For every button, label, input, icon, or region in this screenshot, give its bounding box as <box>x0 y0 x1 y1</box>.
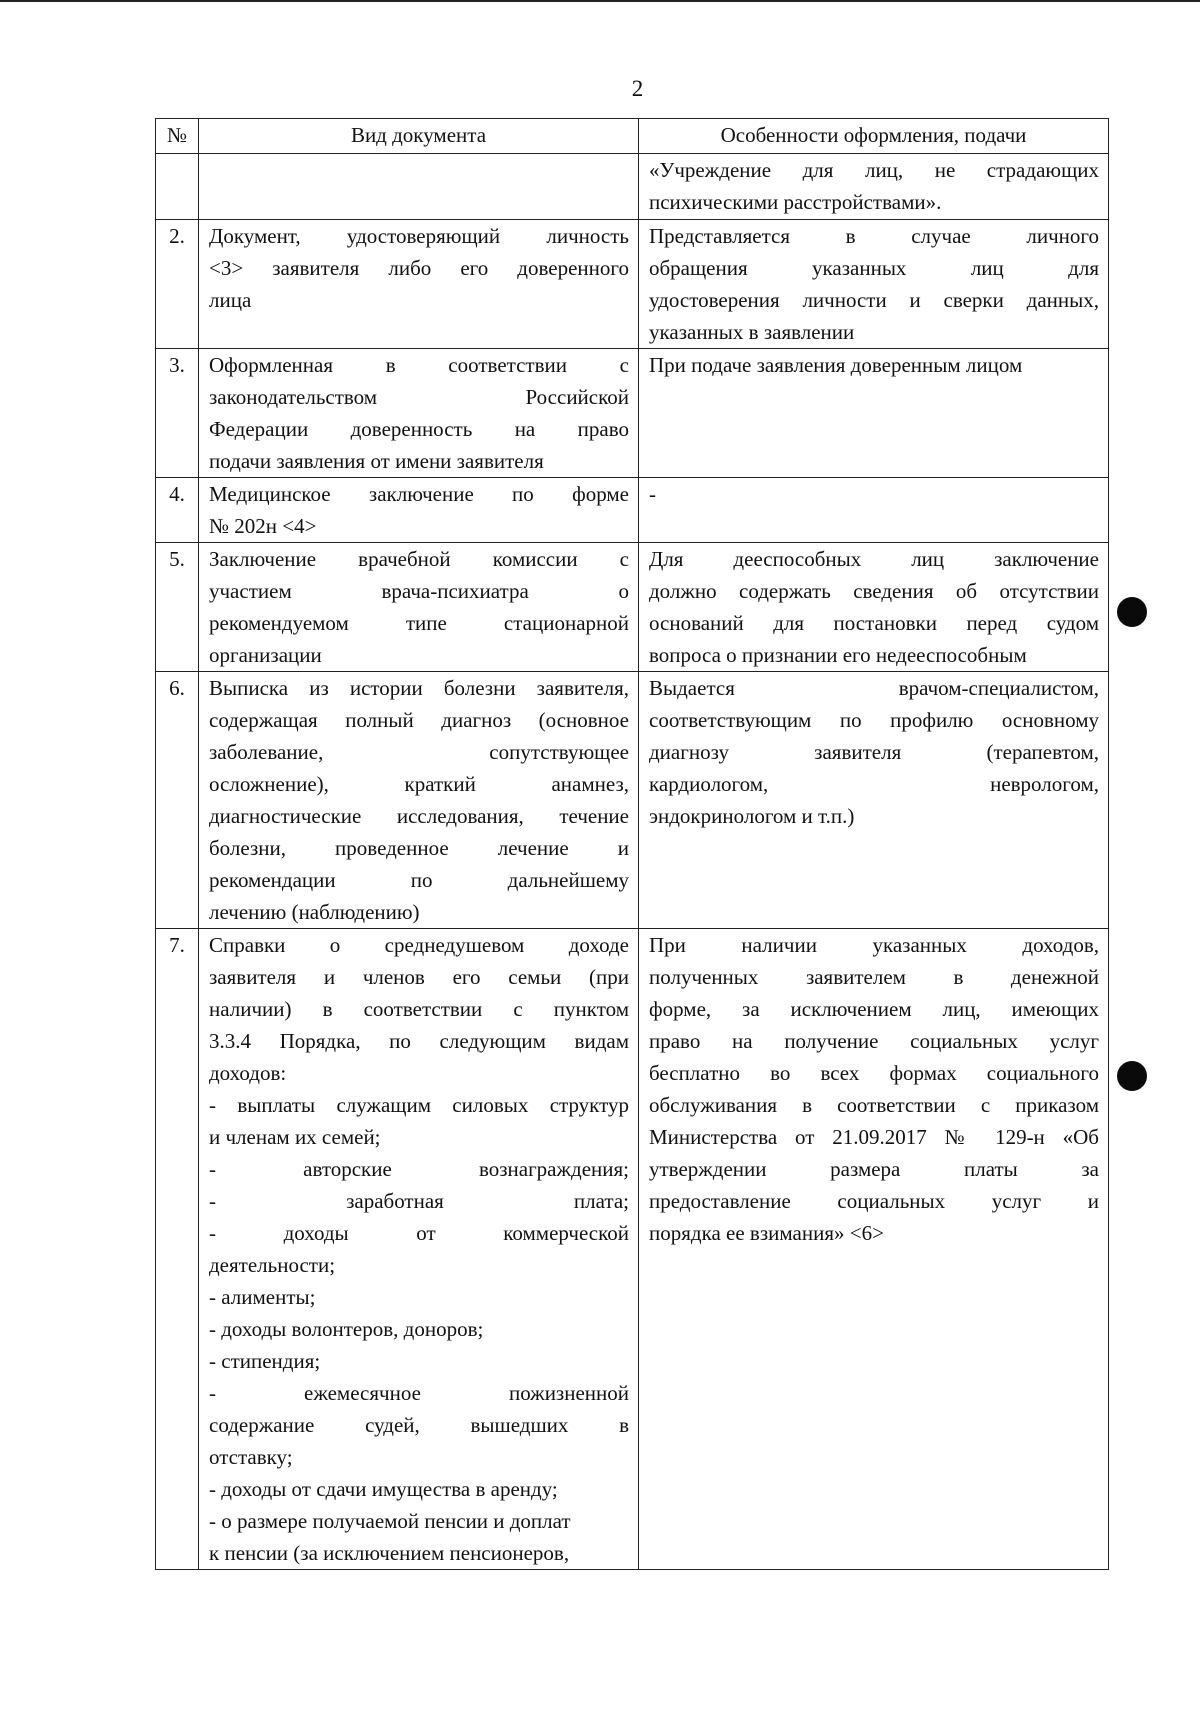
document-type-line: лица <box>209 288 252 312</box>
submission-notes-cell <box>639 672 1109 929</box>
table-header-row <box>156 119 1109 154</box>
submission-notes-line: соответствующим по профилю основному <box>649 708 1099 732</box>
document-type-line: заболевание, сопутствующее <box>209 740 629 764</box>
document-type-cell <box>199 672 639 929</box>
document-type-cell <box>199 154 639 220</box>
submission-notes-line: удостоверения личности и сверки данных, <box>649 288 1099 312</box>
document-type-line: - выплаты служащим силовых структур <box>209 1093 629 1117</box>
document-type-line: - заработная плата; <box>209 1189 629 1213</box>
page-number: 2 <box>631 76 644 101</box>
row-number: 4. <box>156 478 199 543</box>
submission-notes-line: бесплатно во всех формах социального <box>649 1061 1099 1085</box>
submission-notes-line: утверждении размера платы за <box>649 1157 1099 1181</box>
table-row <box>156 672 1109 929</box>
punch-hole-mark <box>1117 597 1147 627</box>
submission-notes-cell <box>639 349 1109 478</box>
submission-notes-line: - <box>649 482 656 506</box>
document-type-cell <box>199 478 639 543</box>
document-type-line: организации <box>209 643 322 667</box>
table-row <box>156 220 1109 349</box>
submission-notes-line: форме, за исключением лиц, имеющих <box>649 997 1099 1021</box>
header-submission-notes: Особенности оформления, подачи <box>639 119 1109 154</box>
header-number: № <box>156 119 199 154</box>
document-type-line: лечению (наблюдению) <box>209 900 420 924</box>
document-type-line: Оформленная в соответствии с <box>209 353 629 377</box>
document-type-line: доходов: <box>209 1061 287 1085</box>
table-row <box>156 478 1109 543</box>
header-document-type: Вид документа <box>199 119 639 154</box>
table-row <box>156 154 1109 220</box>
row-number: 6. <box>156 672 199 929</box>
document-type-line: отставку; <box>209 1445 293 1469</box>
document-type-line: содержание судей, вышедших в <box>209 1413 629 1437</box>
submission-notes-line: должно содержать сведения об отсутствии <box>649 579 1099 603</box>
document-type-line: 3.3.4 Порядка, по следующим видам <box>209 1029 629 1053</box>
submission-notes-line: Министерства от 21.09.2017 № 129-н «Об <box>649 1125 1099 1149</box>
submission-notes-cell <box>639 543 1109 672</box>
punch-hole-mark <box>1117 1061 1147 1091</box>
submission-notes-line: При наличии указанных доходов, <box>649 933 1099 957</box>
submission-notes-line: психическими расстройствами». <box>649 190 942 214</box>
document-type-line: - доходы от сдачи имущества в аренду; <box>209 1477 558 1501</box>
row-number: 7. <box>156 929 199 1570</box>
document-type-cell <box>199 220 639 349</box>
submission-notes-line: право на получение социальных услуг <box>649 1029 1099 1053</box>
row-number: 3. <box>156 349 199 478</box>
document-type-line: № 202н <4> <box>209 514 317 538</box>
document-type-line: - доходы от коммерческой <box>209 1221 629 1245</box>
submission-notes-line: обращения указанных лиц для <box>649 256 1099 280</box>
submission-notes-line: Представляется в случае личного <box>649 224 1099 248</box>
submission-notes-line: вопроса о признании его недееспособным <box>649 643 1027 667</box>
row-number: 5. <box>156 543 199 672</box>
document-type-line: деятельности; <box>209 1253 336 1277</box>
document-type-line: - о размере получаемой пенсии и доплат <box>209 1509 571 1533</box>
document-type-cell <box>199 349 639 478</box>
document-type-line: к пенсии (за исключением пенсионеров, <box>209 1541 570 1565</box>
submission-notes-line: диагнозу заявителя (терапевтом, <box>649 740 1099 764</box>
submission-notes-line: порядка ее взимания» <6> <box>649 1221 884 1245</box>
table-row <box>156 349 1109 478</box>
submission-notes-cell <box>639 929 1109 1570</box>
top-edge-line <box>0 0 1200 2</box>
document-type-cell <box>199 929 639 1570</box>
document-type-line: Заключение врачебной комиссии с <box>209 547 629 571</box>
document-type-line: участием врача-психиатра о <box>209 579 629 603</box>
document-type-line: - стипендия; <box>209 1349 321 1373</box>
submission-notes-line: «Учреждение для лиц, не страдающих <box>649 158 1099 182</box>
document-type-line: подачи заявления от имени заявителя <box>209 449 544 473</box>
submission-notes-line: Для дееспособных лиц заключение <box>649 547 1099 571</box>
document-type-line: Медицинское заключение по форме <box>209 482 629 506</box>
document-type-line: рекомендуемом типе стационарной <box>209 611 629 635</box>
submission-notes-line: эндокринологом и т.п.) <box>649 804 855 828</box>
document-type-line: - ежемесячное пожизненной <box>209 1381 629 1405</box>
submission-notes-line: При подаче заявления доверенным лицом <box>649 353 1023 377</box>
documents-table <box>155 118 1109 1570</box>
document-type-line: законодательством Российской <box>209 385 629 409</box>
document-type-line: и членам их семей; <box>209 1125 381 1149</box>
submission-notes-line: кардиологом, неврологом, <box>649 772 1099 796</box>
document-type-line: - авторские вознаграждения; <box>209 1157 629 1181</box>
document-type-line: - доходы волонтеров, доноров; <box>209 1317 484 1341</box>
submission-notes-line: указанных в заявлении <box>649 320 855 344</box>
document-type-line: Федерации доверенность на право <box>209 417 629 441</box>
document-type-cell <box>199 543 639 672</box>
document-type-line: содержащая полный диагноз (основное <box>209 708 629 732</box>
submission-notes-cell <box>639 154 1109 220</box>
document-type-line: наличии) в соответствии с пунктом <box>209 997 629 1021</box>
document-type-line: <3> заявителя либо его доверенного <box>209 256 629 280</box>
document-type-line: Документ, удостоверяющий личность <box>209 224 629 248</box>
row-number <box>156 154 199 220</box>
submission-notes-cell <box>639 220 1109 349</box>
document-type-line: - алименты; <box>209 1285 316 1309</box>
submission-notes-line: Выдается врачом-специалистом, <box>649 676 1099 700</box>
document-type-line: болезни, проведенное лечение и <box>209 836 629 860</box>
document-type-line: осложнение), краткий анамнез, <box>209 772 629 796</box>
document-type-line: диагностические исследования, течение <box>209 804 629 828</box>
table-row <box>156 929 1109 1570</box>
submission-notes-line: предоставление социальных услуг и <box>649 1189 1099 1213</box>
row-number: 2. <box>156 220 199 349</box>
submission-notes-cell <box>639 478 1109 543</box>
submission-notes-line: обслуживания в соответствии с приказом <box>649 1093 1099 1117</box>
submission-notes-line: оснований для постановки перед судом <box>649 611 1099 635</box>
document-type-line: Выписка из истории болезни заявителя, <box>209 676 629 700</box>
submission-notes-line: полученных заявителем в денежной <box>649 965 1099 989</box>
document-type-line: рекомендации по дальнейшему <box>209 868 629 892</box>
document-type-line: Справки о среднедушевом доходе <box>209 933 629 957</box>
table-row <box>156 543 1109 672</box>
document-type-line: заявителя и членов его семьи (при <box>209 965 629 989</box>
